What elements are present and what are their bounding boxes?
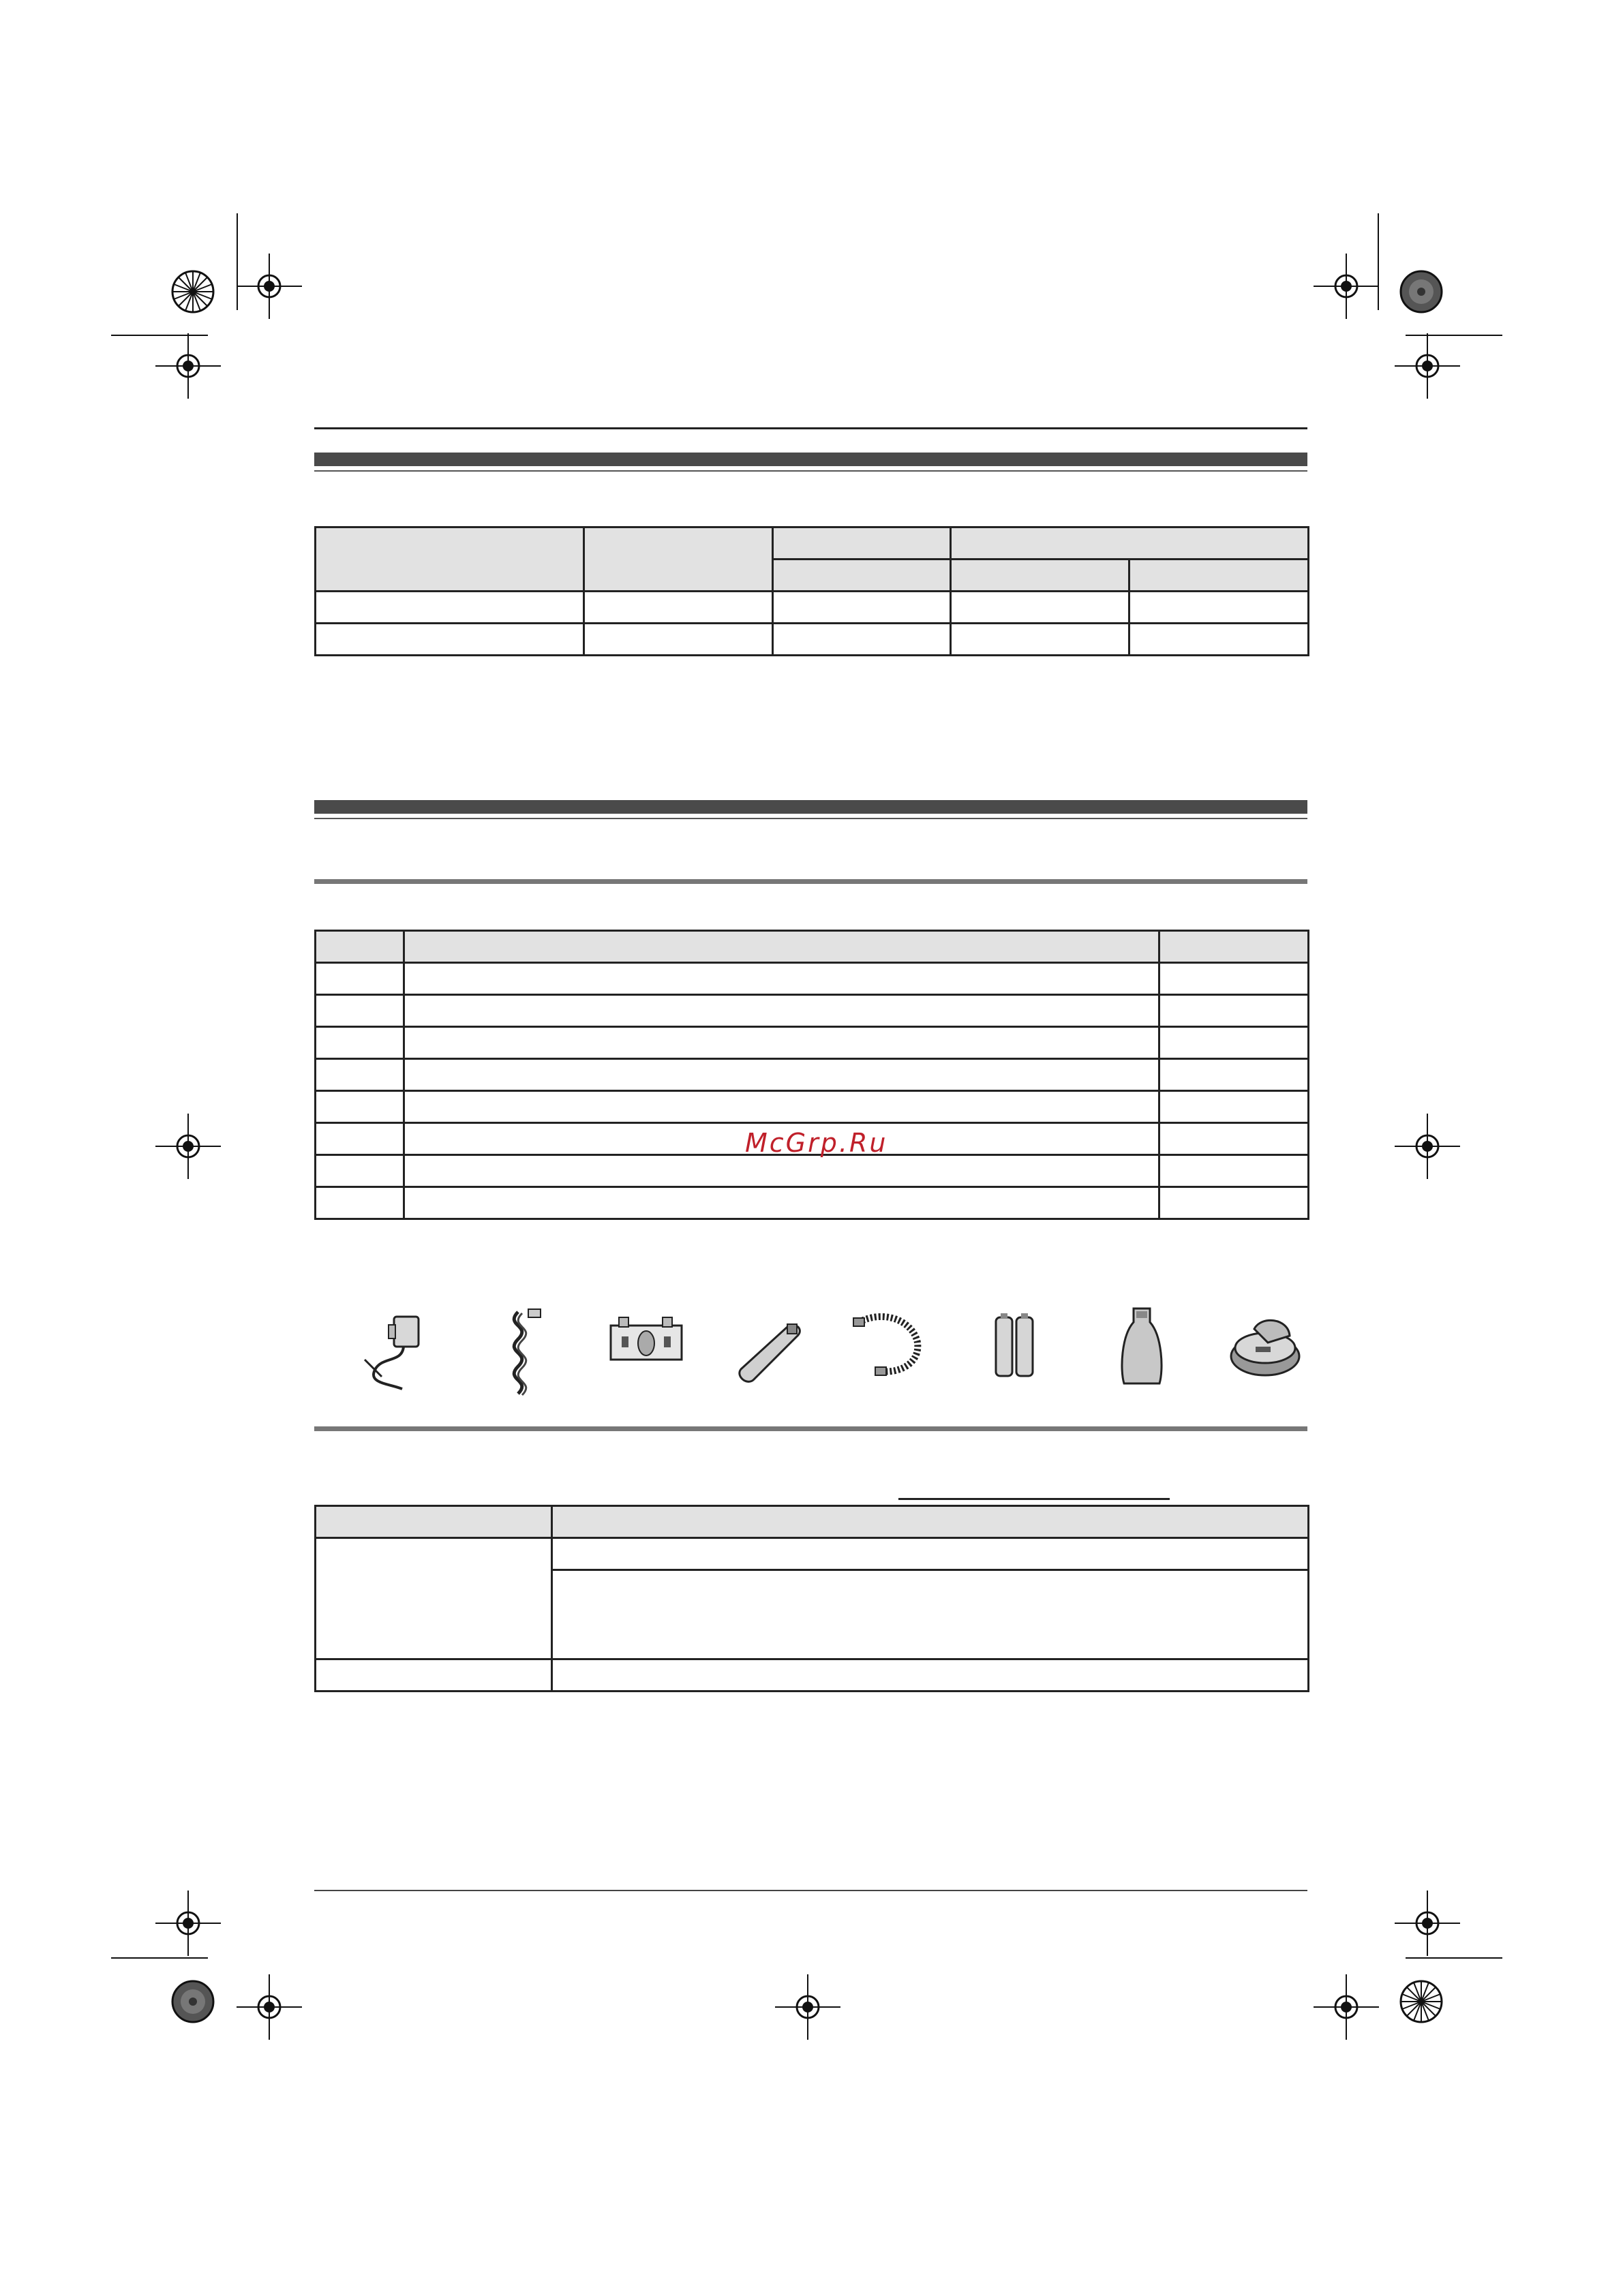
rechargeable-batteries-icon [992, 1312, 1040, 1380]
header-cell [316, 527, 584, 592]
section-band-1 [314, 453, 1307, 466]
table-row [316, 624, 1309, 656]
header-cell [773, 527, 951, 560]
table-header-row [316, 1506, 1309, 1538]
charger-icon [1227, 1308, 1302, 1383]
header-cell [552, 1506, 1309, 1538]
table-row [316, 1538, 1309, 1570]
table-header-row [316, 527, 1309, 560]
header-cell [316, 1506, 552, 1538]
header-cell [951, 527, 1309, 560]
table-row [316, 1155, 1309, 1187]
handset-icon [733, 1312, 808, 1387]
table-header-row [316, 931, 1309, 963]
top-rule [314, 427, 1307, 429]
header-cell [316, 931, 404, 963]
table-row [316, 592, 1309, 624]
notes-table [314, 1505, 1309, 1692]
table-row [316, 1091, 1309, 1123]
section-band-2 [314, 800, 1307, 814]
table-row [316, 1027, 1309, 1059]
header-cell [951, 560, 1129, 592]
subsection-rule-2 [314, 1426, 1307, 1431]
header-cell [404, 931, 1159, 963]
section-band-2-underline [314, 818, 1307, 819]
table-row [316, 963, 1309, 995]
table-row [316, 995, 1309, 1027]
telephone-line-cord-icon [491, 1305, 552, 1400]
table-row [316, 1659, 1309, 1692]
accessories-table [314, 930, 1309, 1220]
header-cell [1129, 560, 1309, 592]
table-row [316, 1187, 1309, 1219]
belt-clip-icon [1114, 1302, 1169, 1390]
header-cell [584, 527, 773, 592]
section-band-1-underline [314, 470, 1307, 472]
header-cell [773, 560, 951, 592]
wall-mounting-adaptor-icon [607, 1312, 688, 1373]
ac-adaptor-icon [361, 1308, 429, 1397]
header-cell [1159, 931, 1309, 963]
handset-cord-icon [852, 1308, 927, 1383]
footer-rule [314, 1890, 1307, 1891]
underline-link-rule [898, 1498, 1170, 1500]
watermark: McGrp.Ru [745, 1128, 888, 1158]
subsection-rule [314, 879, 1307, 884]
table-row [316, 1059, 1309, 1091]
models-table [314, 526, 1309, 656]
